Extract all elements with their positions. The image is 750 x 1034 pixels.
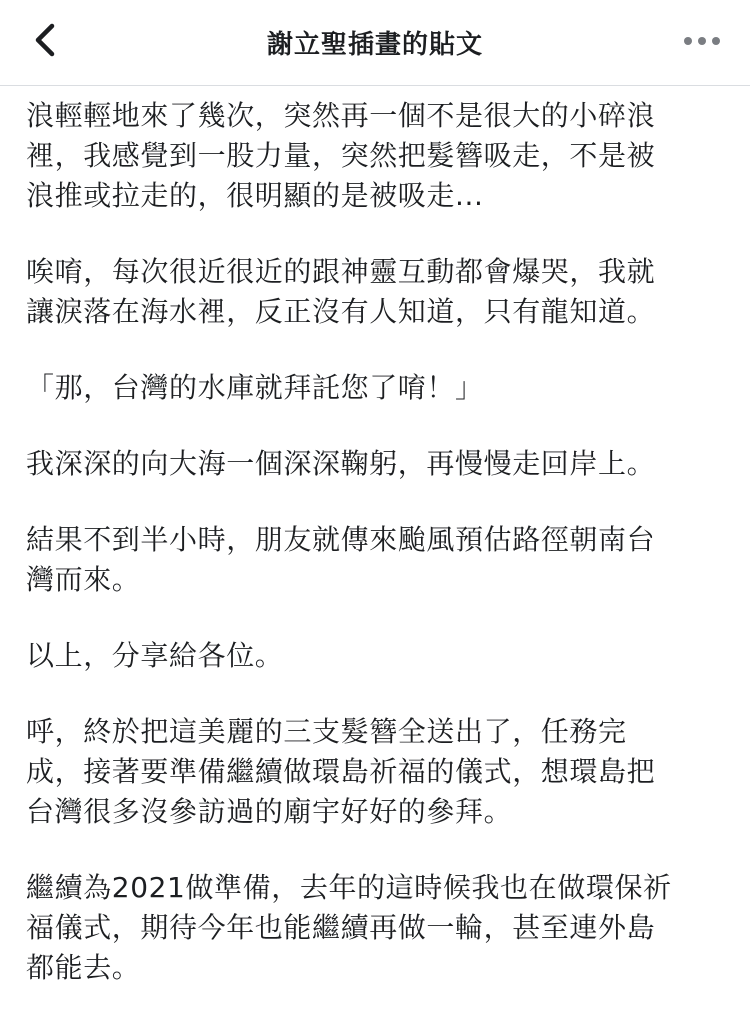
post-paragraph: 我深深的向大海一個深深鞠躬，再慢慢走回岸上。 bbox=[26, 447, 656, 480]
post-paragraph: 繼續為2021做準備，去年的這時候我也在做環保祈 福儀式，期待今年也能繼續再做一輪，甚至連外島 都能去。 bbox=[26, 871, 672, 984]
post-paragraph: 浪輕輕地來了幾次，突然再一個不是很大的小碎浪 裡，我感覺到一股力量，突然把髮簪吸走，不是被 浪推或拉走的，很明顯的是被吸走... bbox=[26, 99, 656, 212]
post-paragraph: 唉唷，每次很近很近的跟神靈互動都會爆哭，我就 讓淚落在海水裡，反正沒有人知道，只有龍知道。 bbox=[26, 255, 656, 328]
ellipsis-horizontal-icon bbox=[684, 37, 692, 45]
more-options-button[interactable] bbox=[680, 26, 724, 56]
post-paragraph: 結果不到半小時，朋友就傳來颱風預估路徑朝南台 灣而來。 bbox=[26, 523, 656, 596]
page-title: 謝立聖插畫的貼文 bbox=[266, 30, 483, 60]
back-button[interactable] bbox=[22, 18, 70, 66]
post-paragraph: 呼，終於把這美麗的三支髮簪全送出了，任務完 成，接著要準備繼續做環島祈福的儀式，想環島把 台灣很多沒參訪過的廟宇好好的參拜。 bbox=[26, 715, 656, 828]
post-body bbox=[26, 96, 726, 1024]
top-navigation-bar bbox=[0, 0, 750, 86]
post-paragraph: 以上，分享給各位。 bbox=[26, 639, 284, 672]
chevron-left-icon bbox=[22, 18, 70, 66]
post-paragraph: 「那，台灣的水庫就拜託您了唷！」 bbox=[26, 371, 484, 404]
